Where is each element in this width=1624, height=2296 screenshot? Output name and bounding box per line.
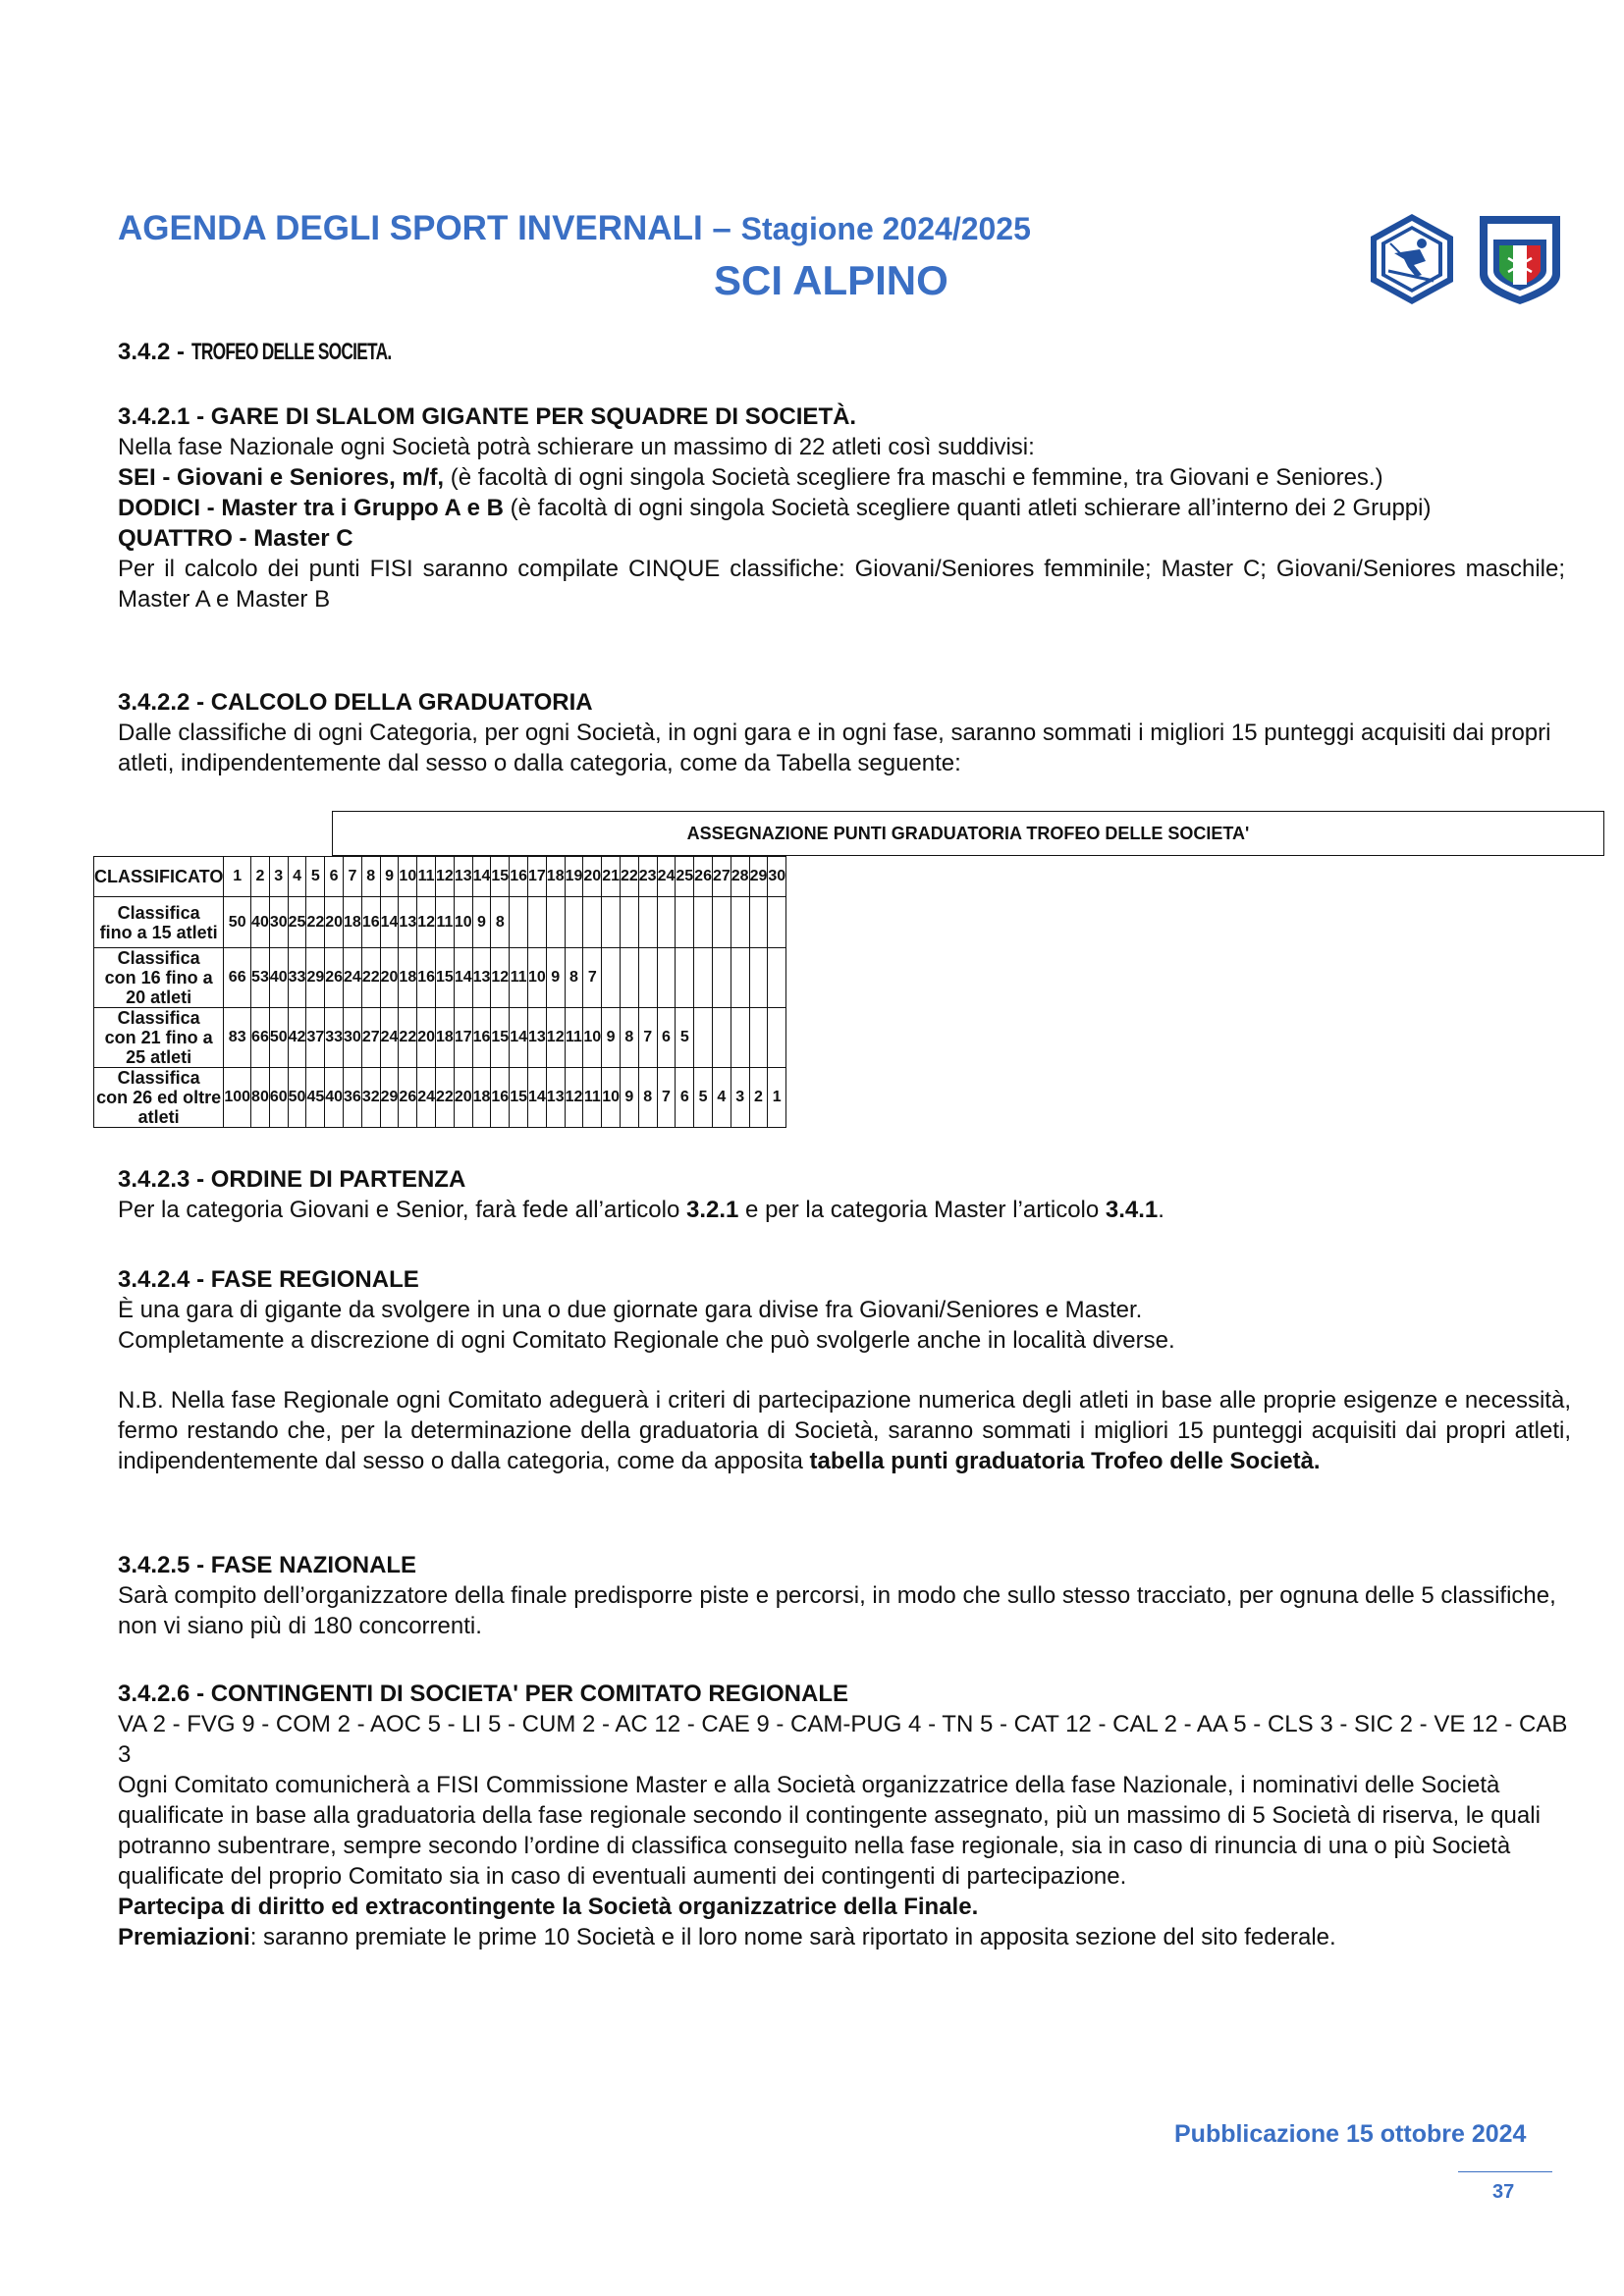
points-cell: 1: [768, 1068, 786, 1128]
points-cell: [749, 897, 768, 948]
points-cell: 22: [436, 1068, 455, 1128]
points-cell: 83: [224, 1008, 251, 1068]
position-30: 30: [768, 857, 786, 897]
points-cell: 16: [417, 948, 436, 1008]
points-cell: [768, 948, 786, 1008]
points-cell: 20: [380, 948, 399, 1008]
points-cell: [768, 1008, 786, 1068]
points-cell: 14: [380, 897, 399, 948]
points-cell: 20: [325, 897, 344, 948]
points-cell: 4: [712, 1068, 731, 1128]
points-cell: 2: [749, 1068, 768, 1128]
heading-3-4-2-1: 3.4.2.1 - GARE DI SLALOM GIGANTE PER SQUADRE DI SOCIETÀ.: [118, 403, 857, 430]
sei-line: [118, 462, 1571, 493]
points-cell: 12: [546, 1008, 565, 1068]
quattro-line: QUATTRO - Master C: [118, 525, 353, 552]
points-cell: [731, 897, 749, 948]
heading-3-4-2-6: 3.4.2.6 - CONTINGENTI DI SOCIETA' PER COMITATO REGIONALE: [118, 1681, 848, 1707]
points-cell: 16: [491, 1068, 510, 1128]
points-cell: 24: [344, 948, 362, 1008]
dodici-bold: DODICI - Master tra i Gruppo A e B: [118, 495, 504, 521]
points-cell: 32: [361, 1068, 380, 1128]
title-main: AGENDA DEGLI SPORT INVERNALI –: [118, 209, 741, 247]
points-cell: 42: [288, 1008, 306, 1068]
document-title: [118, 209, 1031, 248]
points-cell: [510, 897, 528, 948]
points-cell: 14: [454, 948, 472, 1008]
points-cell: 25: [288, 897, 306, 948]
points-cell: 26: [325, 948, 344, 1008]
points-cell: 36: [344, 1068, 362, 1128]
row-label-line-2: fino a 15 atleti: [99, 922, 218, 942]
section-3-4-2-1: [118, 401, 1571, 614]
points-cell: 66: [251, 1008, 270, 1068]
points-cell: 15: [436, 948, 455, 1008]
svg-text:FISI: FISI: [1507, 224, 1533, 240]
points-cell: [583, 897, 602, 948]
points-cell: 13: [399, 897, 417, 948]
points-cell: 100: [224, 1068, 251, 1128]
position-16: 16: [510, 857, 528, 897]
regionale-line-2: Completamente a discrezione di ogni Comitato Regionale che può svolgerle anche in località diverse.: [118, 1327, 1175, 1354]
points-cell: 30: [269, 897, 288, 948]
row-label-line-1: Classifica: [117, 1008, 200, 1028]
points-cell: 40: [251, 897, 270, 948]
title-season: Stagione 2024/2025: [740, 211, 1031, 246]
points-cell: [565, 897, 583, 948]
points-cell: [694, 948, 713, 1008]
points-cell: 40: [325, 1068, 344, 1128]
section-heading: [118, 339, 468, 366]
sei-rest: (è facoltà di ogni singola Società scegliere fra maschi e femmine, tra Giovani e Seniores.): [444, 464, 1383, 491]
position-15: 15: [491, 857, 510, 897]
points-cell: 45: [306, 1068, 325, 1128]
points-cell: [731, 948, 749, 1008]
points-cell: 8: [620, 1008, 638, 1068]
points-cell: 11: [436, 897, 455, 948]
points-cell: 14: [528, 1068, 547, 1128]
nb-bold: tabella punti graduatoria Trofeo delle Società.: [809, 1448, 1321, 1474]
points-cell: [676, 948, 694, 1008]
position-8: 8: [361, 857, 380, 897]
heading-3-4-2-2: 3.4.2.2 - CALCOLO DELLA GRADUATORIA: [118, 689, 593, 716]
points-cell: 60: [269, 1068, 288, 1128]
position-3: 3: [269, 857, 288, 897]
points-cell: 8: [638, 1068, 657, 1128]
position-24: 24: [657, 857, 676, 897]
position-18: 18: [546, 857, 565, 897]
position-17: 17: [528, 857, 547, 897]
points-cell: [694, 897, 713, 948]
position-14: 14: [472, 857, 491, 897]
contingenti-text: Ogni Comitato comunicherà a FISI Commissione Master e alla Società organizzatrice della fase Nazionale, i nominativi delle Società qualificate in base alla graduatoria della fase regionale secondo il contingente assegnato, più un massimo di 5 Società di riserva, le quali potranno subentrare, sempre secondo l’ordine di classifica conseguito nella fase regionale, sia in caso di rinuncia di una o più Società qualificate del proprio Comitato sia in caso di eventuali aumenti dei contingenti di partecipazione.: [118, 1772, 1541, 1890]
sei-bold: SEI - Giovani e Seniores, m/f,: [118, 464, 445, 491]
points-cell: [712, 1008, 731, 1068]
position-26: 26: [694, 857, 713, 897]
points-cell: 20: [417, 1008, 436, 1068]
ref-3-4-1: 3.4.1: [1105, 1197, 1159, 1223]
fisi-shield-logo: [1476, 210, 1564, 308]
points-cell: 27: [361, 1008, 380, 1068]
heading-3-4-2-5: 3.4.2.5 - FASE NAZIONALE: [118, 1552, 417, 1578]
points-cell: 7: [638, 1008, 657, 1068]
section-number: 3.4.2 -: [118, 339, 191, 365]
points-cell: 11: [565, 1008, 583, 1068]
points-cell: [546, 897, 565, 948]
points-cell: 9: [546, 948, 565, 1008]
points-cell: 5: [676, 1008, 694, 1068]
premiazioni-line: Premiazioni: saranno premiate le prime 10 Società e il loro nome sarà riportato in apposita sezione del sito federale.: [118, 1924, 1336, 1950]
position-5: 5: [306, 857, 325, 897]
points-cell: [528, 897, 547, 948]
section-title: TROFEO DELLE SOCIETA.: [190, 339, 392, 365]
position-13: 13: [454, 857, 472, 897]
extracontingente-line: Partecipa di diritto ed extracontingente la Società organizzatrice della Finale.: [118, 1894, 979, 1920]
points-cell: 12: [565, 1068, 583, 1128]
points-cell: 10: [454, 897, 472, 948]
points-cell: [602, 897, 621, 948]
footer-divider: [1458, 2171, 1552, 2172]
section-3-4-2-4: [118, 1264, 1571, 1476]
position-27: 27: [712, 857, 731, 897]
position-1: 1: [224, 857, 251, 897]
points-cell: [620, 897, 638, 948]
points-cell: 66: [224, 948, 251, 1008]
points-cell: [712, 897, 731, 948]
partenza-text: Per la categoria Giovani e Senior, farà fede all’articolo 3.2.1 e per la categoria Master l’articolo 3.4.1.: [118, 1197, 1164, 1223]
points-cell: 13: [528, 1008, 547, 1068]
section-3-4-2-3: [118, 1164, 1571, 1225]
points-cell: 5: [694, 1068, 713, 1128]
points-cell: 24: [380, 1008, 399, 1068]
row-label-line-2: con 26 ed oltre atleti: [96, 1088, 222, 1127]
position-9: 9: [380, 857, 399, 897]
points-cell: 10: [583, 1008, 602, 1068]
row-label: [94, 1008, 224, 1068]
page-number: 37: [1492, 2181, 1515, 2203]
section-3-4-2-6: [118, 1679, 1571, 1952]
graduatoria-text: Dalle classifiche di ogni Categoria, per ogni Società, in ogni gara e in ogni fase, saranno sommati i migliori 15 punteggi acquisiti dai propri atleti, indipendentemente dal sesso o dalla categoria, come da Tabella seguente:: [118, 720, 1551, 776]
points-cell: 9: [472, 897, 491, 948]
points-cell: 12: [417, 897, 436, 948]
position-29: 29: [749, 857, 768, 897]
position-28: 28: [731, 857, 749, 897]
points-cell: [712, 948, 731, 1008]
points-cell: 29: [380, 1068, 399, 1128]
points-cell: 40: [269, 948, 288, 1008]
nazionale-text: Sarà compito dell’organizzatore della finale predisporre piste e percorsi, in modo che sullo stesso tracciato, per ognuna delle 5 classifiche, non vi siano più di 180 concorrenti.: [118, 1582, 1556, 1639]
points-cell: 50: [269, 1008, 288, 1068]
table-row: [94, 1068, 786, 1128]
points-cell: 8: [491, 897, 510, 948]
points-cell: 12: [491, 948, 510, 1008]
position-4: 4: [288, 857, 306, 897]
points-cell: 22: [306, 897, 325, 948]
points-cell: 9: [620, 1068, 638, 1128]
points-cell: 26: [399, 1068, 417, 1128]
points-cell: 17: [454, 1008, 472, 1068]
intro-text: Nella fase Nazionale ogni Società potrà schierare un massimo di 22 atleti così suddivisi:: [118, 434, 1035, 460]
points-cell: 33: [325, 1008, 344, 1068]
skier-hexagon-logo: [1365, 210, 1459, 308]
points-cell: [768, 897, 786, 948]
points-cell: 16: [472, 1008, 491, 1068]
points-cell: [657, 897, 676, 948]
points-cell: 7: [583, 948, 602, 1008]
points-cell: 29: [306, 948, 325, 1008]
points-cell: 20: [454, 1068, 472, 1128]
position-19: 19: [565, 857, 583, 897]
points-cell: 18: [472, 1068, 491, 1128]
points-cell: 7: [657, 1068, 676, 1128]
header-label: CLASSIFICATO: [94, 857, 224, 897]
ref-3-2-1: 3.2.1: [686, 1197, 739, 1223]
position-2: 2: [251, 857, 270, 897]
row-label: [94, 1068, 224, 1128]
points-cell: 9: [602, 1008, 621, 1068]
points-cell: [694, 1008, 713, 1068]
position-7: 7: [344, 857, 362, 897]
nb-paragraph: N.B. Nella fase Regionale ogni Comitato adeguerà i criteri di partecipazione numerica degli atleti in base alle proprie esigenze e necessità, fermo restando che, per la determinazione della graduatoria di Società, saranno sommati i migliori 15 punteggi acquisiti dai propri atleti, indipendentemente dal sesso o dalla categoria, come da apposita tabella punti graduatoria Trofeo delle Società.: [118, 1387, 1571, 1474]
dodici-rest: (è facoltà di ogni singola Società scegliere quanti atleti schierare all’interno dei 2 Gruppi): [503, 495, 1432, 521]
points-cell: 10: [602, 1068, 621, 1128]
points-cell: 18: [344, 897, 362, 948]
row-label-line-1: Classifica: [117, 902, 200, 923]
heading-3-4-2-4: 3.4.2.4 - FASE REGIONALE: [118, 1266, 419, 1293]
heading-3-4-2-3: 3.4.2.3 - ORDINE DI PARTENZA: [118, 1166, 466, 1193]
position-10: 10: [399, 857, 417, 897]
points-cell: [620, 948, 638, 1008]
position-20: 20: [583, 857, 602, 897]
points-cell: 50: [224, 897, 251, 948]
points-cell: 15: [510, 1068, 528, 1128]
publication-date: Pubblicazione 15 ottobre 2024: [1174, 2120, 1527, 2148]
points-cell: 18: [436, 1008, 455, 1068]
row-label: [94, 897, 224, 948]
points-cell: 24: [417, 1068, 436, 1128]
points-cell: [731, 1008, 749, 1068]
points-cell: 3: [731, 1068, 749, 1128]
points-cell: 6: [676, 1068, 694, 1128]
points-cell: [638, 948, 657, 1008]
section-3-4-2-2: [118, 687, 1571, 778]
points-cell: 22: [399, 1008, 417, 1068]
row-label: [94, 948, 224, 1008]
points-cell: 80: [251, 1068, 270, 1128]
position-12: 12: [436, 857, 455, 897]
position-23: 23: [638, 857, 657, 897]
points-cell: 18: [399, 948, 417, 1008]
points-cell: [676, 897, 694, 948]
points-cell: 53: [251, 948, 270, 1008]
points-cell: 11: [510, 948, 528, 1008]
row-label-line-1: Classifica: [117, 1068, 200, 1088]
points-cell: [657, 948, 676, 1008]
points-cell: 15: [491, 1008, 510, 1068]
points-cell: 14: [510, 1008, 528, 1068]
points-cell: 6: [657, 1008, 676, 1068]
points-cell: 50: [288, 1068, 306, 1128]
dodici-line: [118, 493, 1571, 523]
points-cell: 22: [361, 948, 380, 1008]
points-grid: [93, 856, 786, 1128]
row-label-line-2: con 16 fino a 20 atleti: [104, 968, 213, 1007]
table-header-row: [94, 857, 786, 897]
points-cell: 13: [472, 948, 491, 1008]
section-3-4-2-5: [118, 1550, 1571, 1641]
points-cell: 11: [583, 1068, 602, 1128]
points-cell: 13: [546, 1068, 565, 1128]
table-row: [94, 897, 786, 948]
row-label-line-2: con 21 fino a 25 atleti: [104, 1028, 213, 1067]
points-cell: 10: [528, 948, 547, 1008]
points-cell: [638, 897, 657, 948]
points-cell: [749, 948, 768, 1008]
table-row: [94, 948, 786, 1008]
points-cell: 16: [361, 897, 380, 948]
position-25: 25: [676, 857, 694, 897]
points-cell: 8: [565, 948, 583, 1008]
document-subtitle: SCI ALPINO: [714, 257, 948, 303]
premiazioni-bold: Premiazioni: [118, 1924, 250, 1950]
points-cell: [749, 1008, 768, 1068]
points-cell: 30: [344, 1008, 362, 1068]
position-11: 11: [417, 857, 436, 897]
table-title: ASSEGNAZIONE PUNTI GRADUATORIA TROFEO DELLE SOCIETA': [332, 811, 1604, 856]
points-cell: 37: [306, 1008, 325, 1068]
position-21: 21: [602, 857, 621, 897]
contingenti-list: VA 2 - FVG 9 - COM 2 - AOC 5 - LI 5 - CUM 2 - AC 12 - CAE 9 - CAM-PUG 4 - TN 5 - CAT 12 - CAL 2 - AA 5 - CLS 3 - SIC 2 - VE 12 - CAB 3: [118, 1711, 1568, 1768]
regionale-line-1: È una gara di gigante da svolgere in una o due giornate gara divise fra Giovani/Seniores e Master.: [118, 1297, 1143, 1323]
table-row: [94, 1008, 786, 1068]
calcolo-text: Per il calcolo dei punti FISI saranno compilate CINQUE classifiche: Giovani/Seniores femminile; Master C; Giovani/Seniores maschile; Master A e Master B: [118, 556, 1565, 613]
position-22: 22: [620, 857, 638, 897]
points-cell: [602, 948, 621, 1008]
points-cell: 33: [288, 948, 306, 1008]
row-label-line-1: Classifica: [117, 948, 200, 968]
position-6: 6: [325, 857, 344, 897]
